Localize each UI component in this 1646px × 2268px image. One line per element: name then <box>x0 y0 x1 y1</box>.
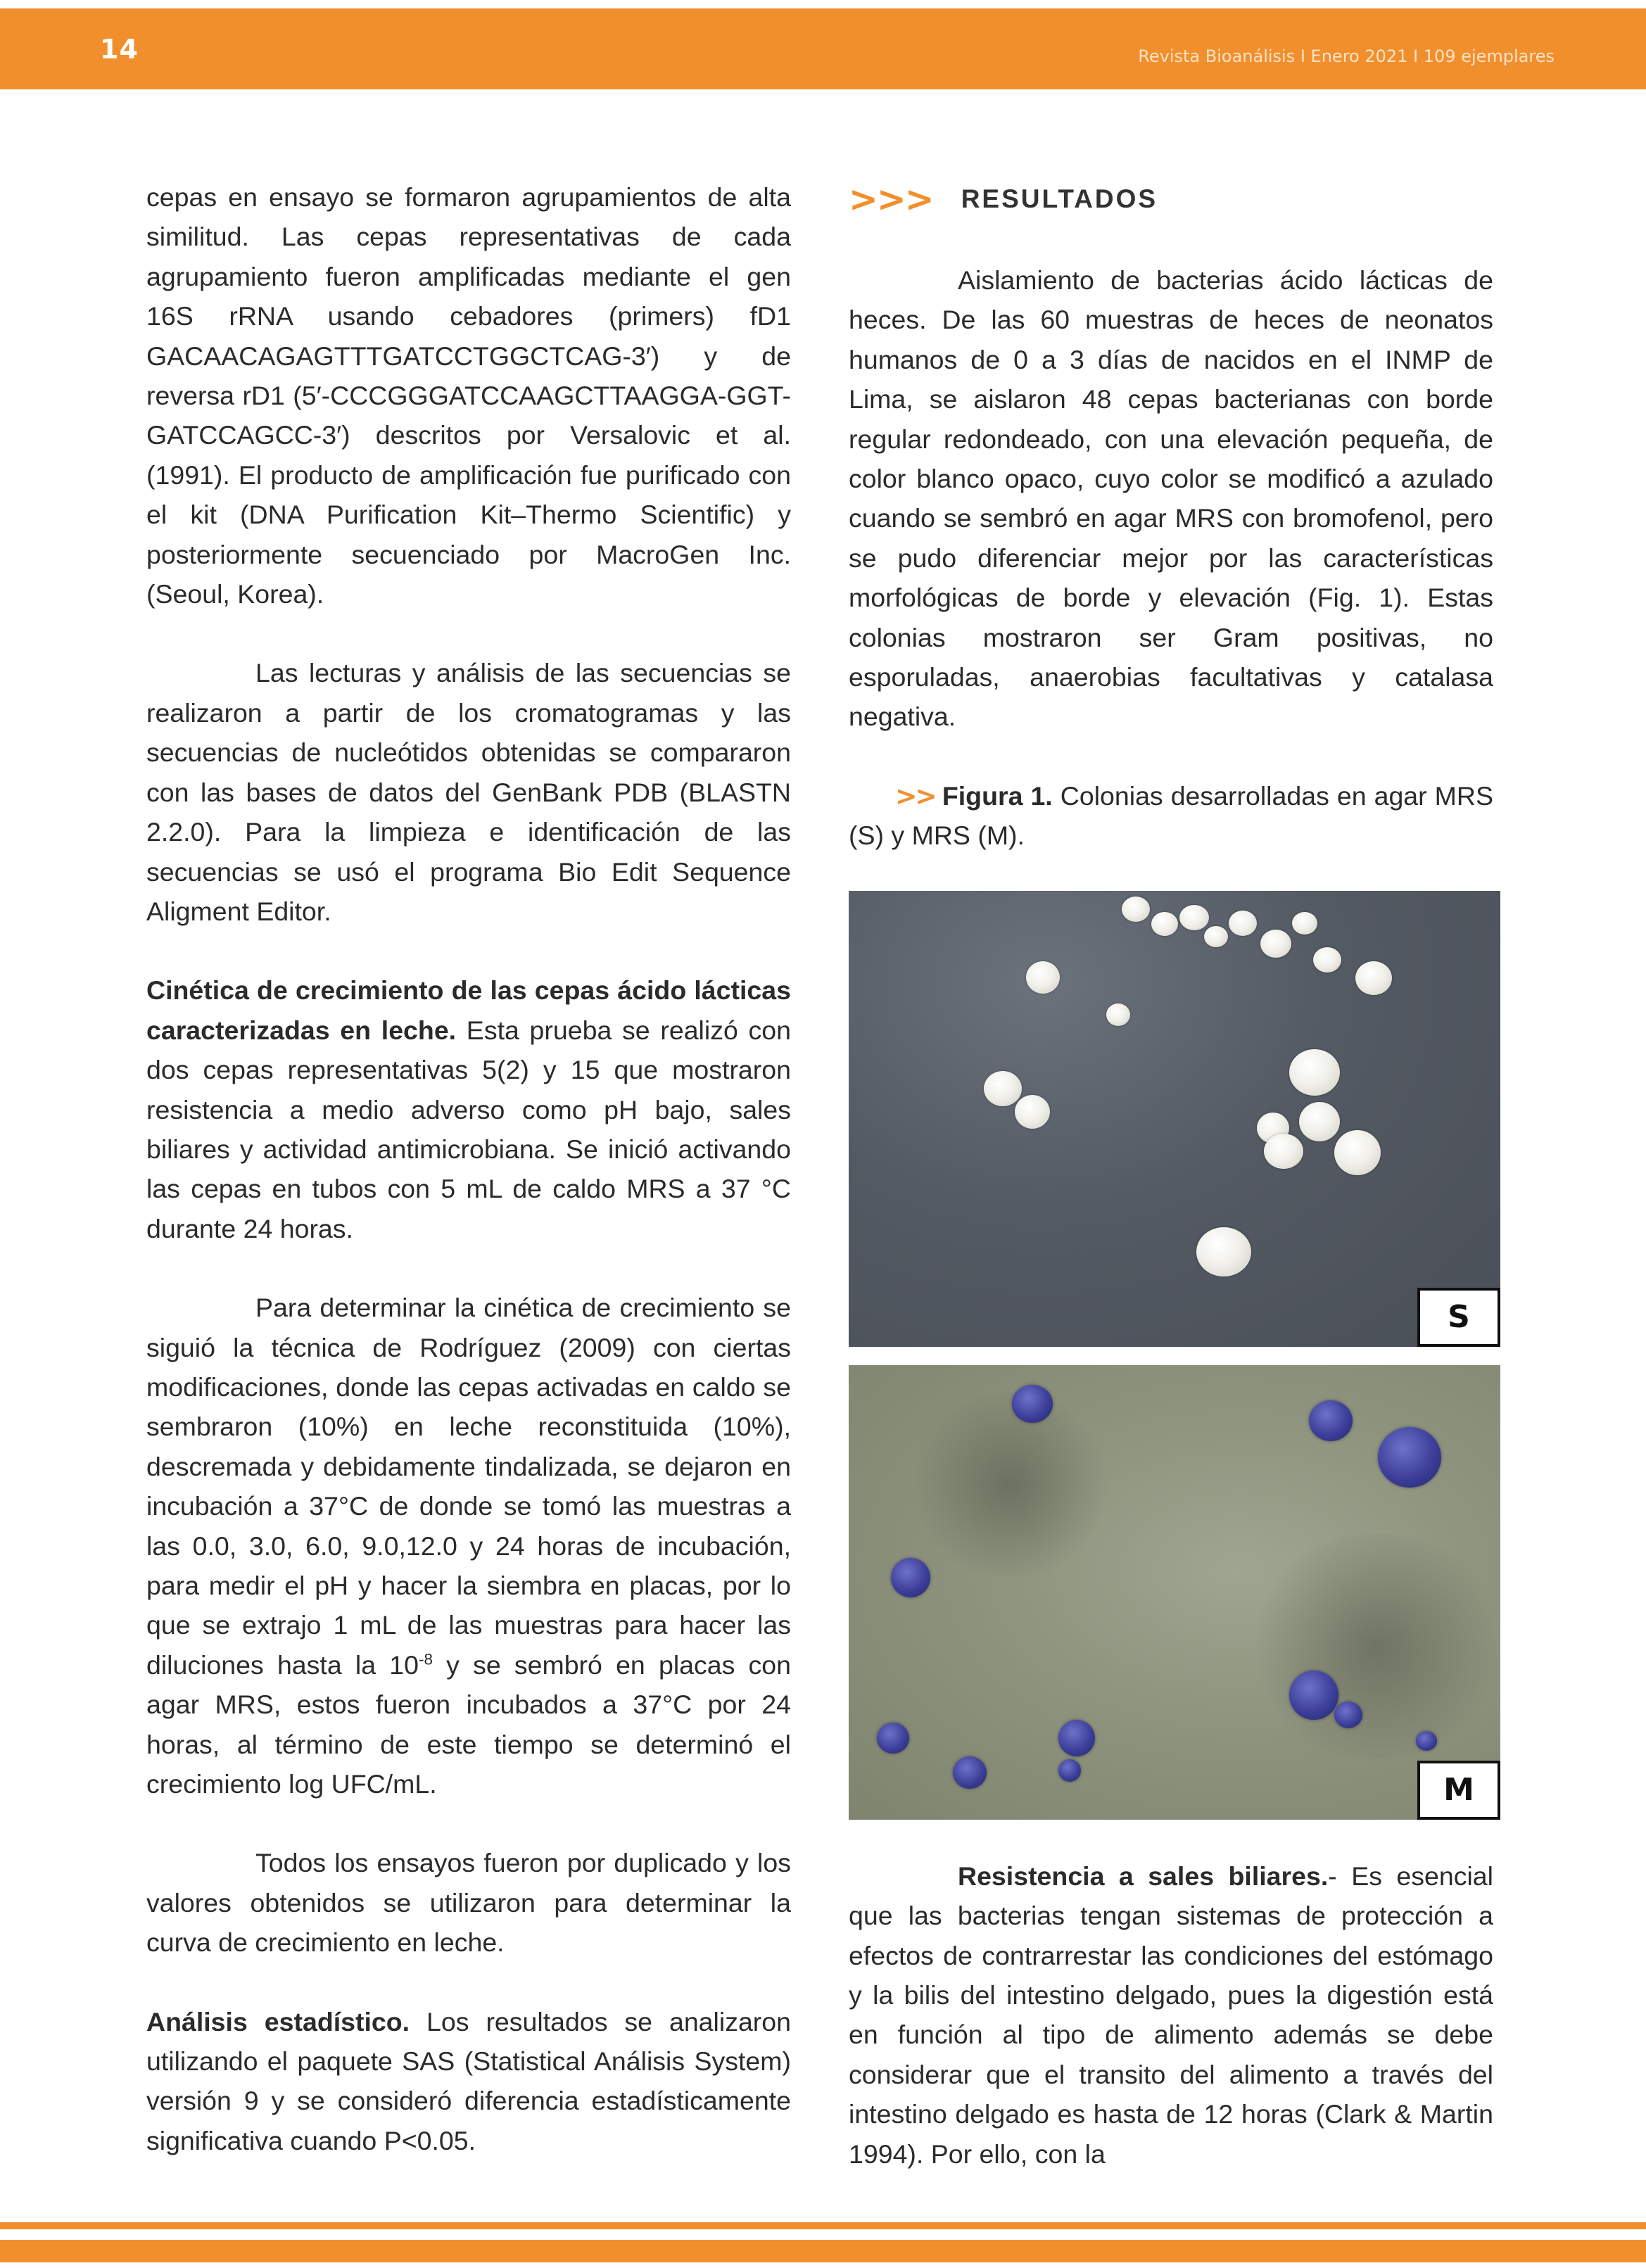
section-heading-results <box>849 177 1493 221</box>
paragraph-isolation: Aislamiento de bacterias ácido lácticas de heces. De las 60 muestras de heces de neonatos humanos de 0 a 3 días de nacidos en el INMP de Lima, se aislaron 48 cepas bacterianas con borde regular redondeado, con una elevación pequeña, de color blanco opaco, cuyo color se modificó a azulado cuando se sembró en agar MRS con bromofenol, pero se pudo diferenciar mejor por las características morfológicas de borde y elevación (Fig. 1). Estas colonias mostraron ser Gram positivas, no esporuladas, anaerobias facultativas y catalasa negativa. <box>849 265 1493 732</box>
colony <box>1229 911 1257 936</box>
paragraph-text: - Es esencial que las bacterias tengan sistemas de protección a efectos de contrarrestar las condiciones del estómago y la bilis del intestino delgado, pues la digestión está en función al tipo de alimento además se debe considerar que el transito del alimento a través del intestino delgado es hasta de 12 horas (Clark & Martin 1994). Por ello, con la <box>849 1861 1493 2169</box>
colony <box>1264 1134 1303 1169</box>
caption-text: Colonias desarrolladas en agar MRS (S) y MRS (M). <box>849 780 1493 851</box>
colony <box>877 1723 909 1754</box>
shadow-region <box>1243 1534 1500 1759</box>
paragraph-text: y se sembró en placas con agar MRS, estos fueron incubados a 37°C por 24 horas, al término de este tiempo se determinó el crecimiento log UFC/mL. <box>146 1649 792 1799</box>
colony <box>1058 1720 1095 1756</box>
figure-1 <box>849 891 1500 1820</box>
footer-rule-bottom <box>0 2240 1646 2262</box>
colony <box>1309 1400 1353 1441</box>
colony <box>1416 1731 1437 1751</box>
colony <box>1151 912 1178 936</box>
paragraph-sequence-analysis: Las lecturas y análisis de las secuencias se realizaron a partir de los cromatogramas y las secuencias de nucleótidos obtenidas se compararon con las bases de datos del GenBank PDB (BLASTN 2.2.0). Para la limpieza e identificación de las secuencias se usó el programa Bio Edit Sequence Aligment Editor. <box>146 658 791 926</box>
colony <box>1260 930 1291 958</box>
paragraph-methods-sequencing: cepas en ensayo se formaron agrupamientos de alta similitud. Las cepas representativas de cada agrupamiento fueron amplificadas mediante el gen 16S rRNA usando cebadores (primers) fD1 GACAACAGAGTTTGATCCTGGCTCAG-3′) y de reversa rD1 (5′-CCCGGGATCCAAGCTTAAGGA-GGT-GATCCAGCC-3′) descritos por Versalovic et al. (1991). El producto de amplificación fue purificado con el kit (DNA Purification Kit–Thermo Scientific) y posteriormente secuenciado por MacroGen Inc. (Seoul, Korea). <box>146 182 791 609</box>
paragraph-duplicates: Todos los ensayos fueron por duplicado y los valores obtenidos se utilizaron para determinar la curva de crecimiento en leche. <box>146 1848 791 1958</box>
run-in-heading: Resistencia a sales biliares. <box>958 1861 1329 1891</box>
caption-label: Figura 1. <box>942 780 1053 811</box>
colony <box>1179 905 1209 930</box>
colony <box>1012 1385 1053 1423</box>
right-column <box>849 177 1493 2174</box>
paragraph-statistics <box>146 2002 791 2161</box>
colony <box>1378 1427 1441 1488</box>
run-in-heading: Cinética de crecimiento de las cepas ácido lácticas caracterizadas en leche. <box>146 975 791 1045</box>
left-column <box>146 177 791 2160</box>
colony <box>891 1558 930 1597</box>
colony <box>1292 912 1317 935</box>
section-title: RESULTADOS <box>961 184 1158 213</box>
colony <box>1289 1671 1338 1720</box>
photo-label-s: S <box>1417 1288 1500 1347</box>
colony <box>1289 1049 1340 1096</box>
colony <box>1015 1095 1050 1129</box>
colony <box>953 1756 987 1789</box>
colony <box>1313 947 1341 973</box>
paragraph-growth-method <box>146 1288 791 1804</box>
paragraph-growth-kinetics <box>146 970 791 1248</box>
colony <box>1196 1227 1251 1276</box>
colony <box>1355 961 1392 995</box>
colony <box>1334 1130 1381 1175</box>
colony <box>1204 926 1228 947</box>
triple-chevron-icon: >>> <box>849 179 933 220</box>
colony-photo-s <box>849 891 1500 1347</box>
colony <box>1058 1759 1081 1782</box>
footer-rule-top <box>0 2222 1646 2229</box>
page-header <box>0 8 1646 89</box>
colony <box>984 1071 1022 1106</box>
figure-caption <box>849 776 1493 856</box>
paragraph-text: Para determinar la cinética de crecimiento se siguió la técnica de Rodríguez (2009) con ciertas modificaciones, donde las cepas activadas en caldo se sembraron (10%) en leche reconstituida (10%), descremada y debidamente tindalizada, se dejaron en incubación a 37°C de donde se tomó las muestras a las 0.0, 3.0, 6.0, 9.0,12.0 y 24 horas de incubación, para medir el pH y hacer la siembra en placas, por lo que se extrajo 1 mL de las muestras para hacer las diluciones hasta la 10 <box>146 1293 791 1680</box>
colony <box>1334 1702 1362 1728</box>
page-number: 14 <box>100 34 139 65</box>
paragraph-text: Esta prueba se realizó con dos cepas representativas 5(2) y 15 que mostraron resistencia a medio adverso como pH bajo, sales biliares y actividad antimicrobiana. Se inició activando las cepas en tubos con 5 mL de caldo MRS a 37 °C durante 24 horas. <box>146 1015 791 1243</box>
paragraph-bile-salts <box>849 1856 1493 2174</box>
superscript-exponent: -8 <box>418 1650 433 1668</box>
running-head: Revista Bioanálisis I Enero 2021 I 109 ejemplares <box>1138 46 1555 66</box>
double-chevron-icon: >> <box>895 780 935 811</box>
colony <box>1106 1003 1130 1026</box>
paragraph-text: Los resultados se analizaron utilizando el paquete SAS (Statistical Análisis System) versión 9 y se consideró diferencia estadísticamente significativa cuando P<0.05. <box>146 2006 791 2155</box>
shadow-region <box>905 1393 1116 1576</box>
photo-label-m: M <box>1417 1761 1500 1820</box>
colony <box>1026 961 1060 994</box>
run-in-heading: Análisis estadístico. <box>146 2006 410 2036</box>
colony-photo-m <box>849 1365 1500 1820</box>
colony <box>1122 897 1150 922</box>
colony <box>1299 1102 1340 1141</box>
